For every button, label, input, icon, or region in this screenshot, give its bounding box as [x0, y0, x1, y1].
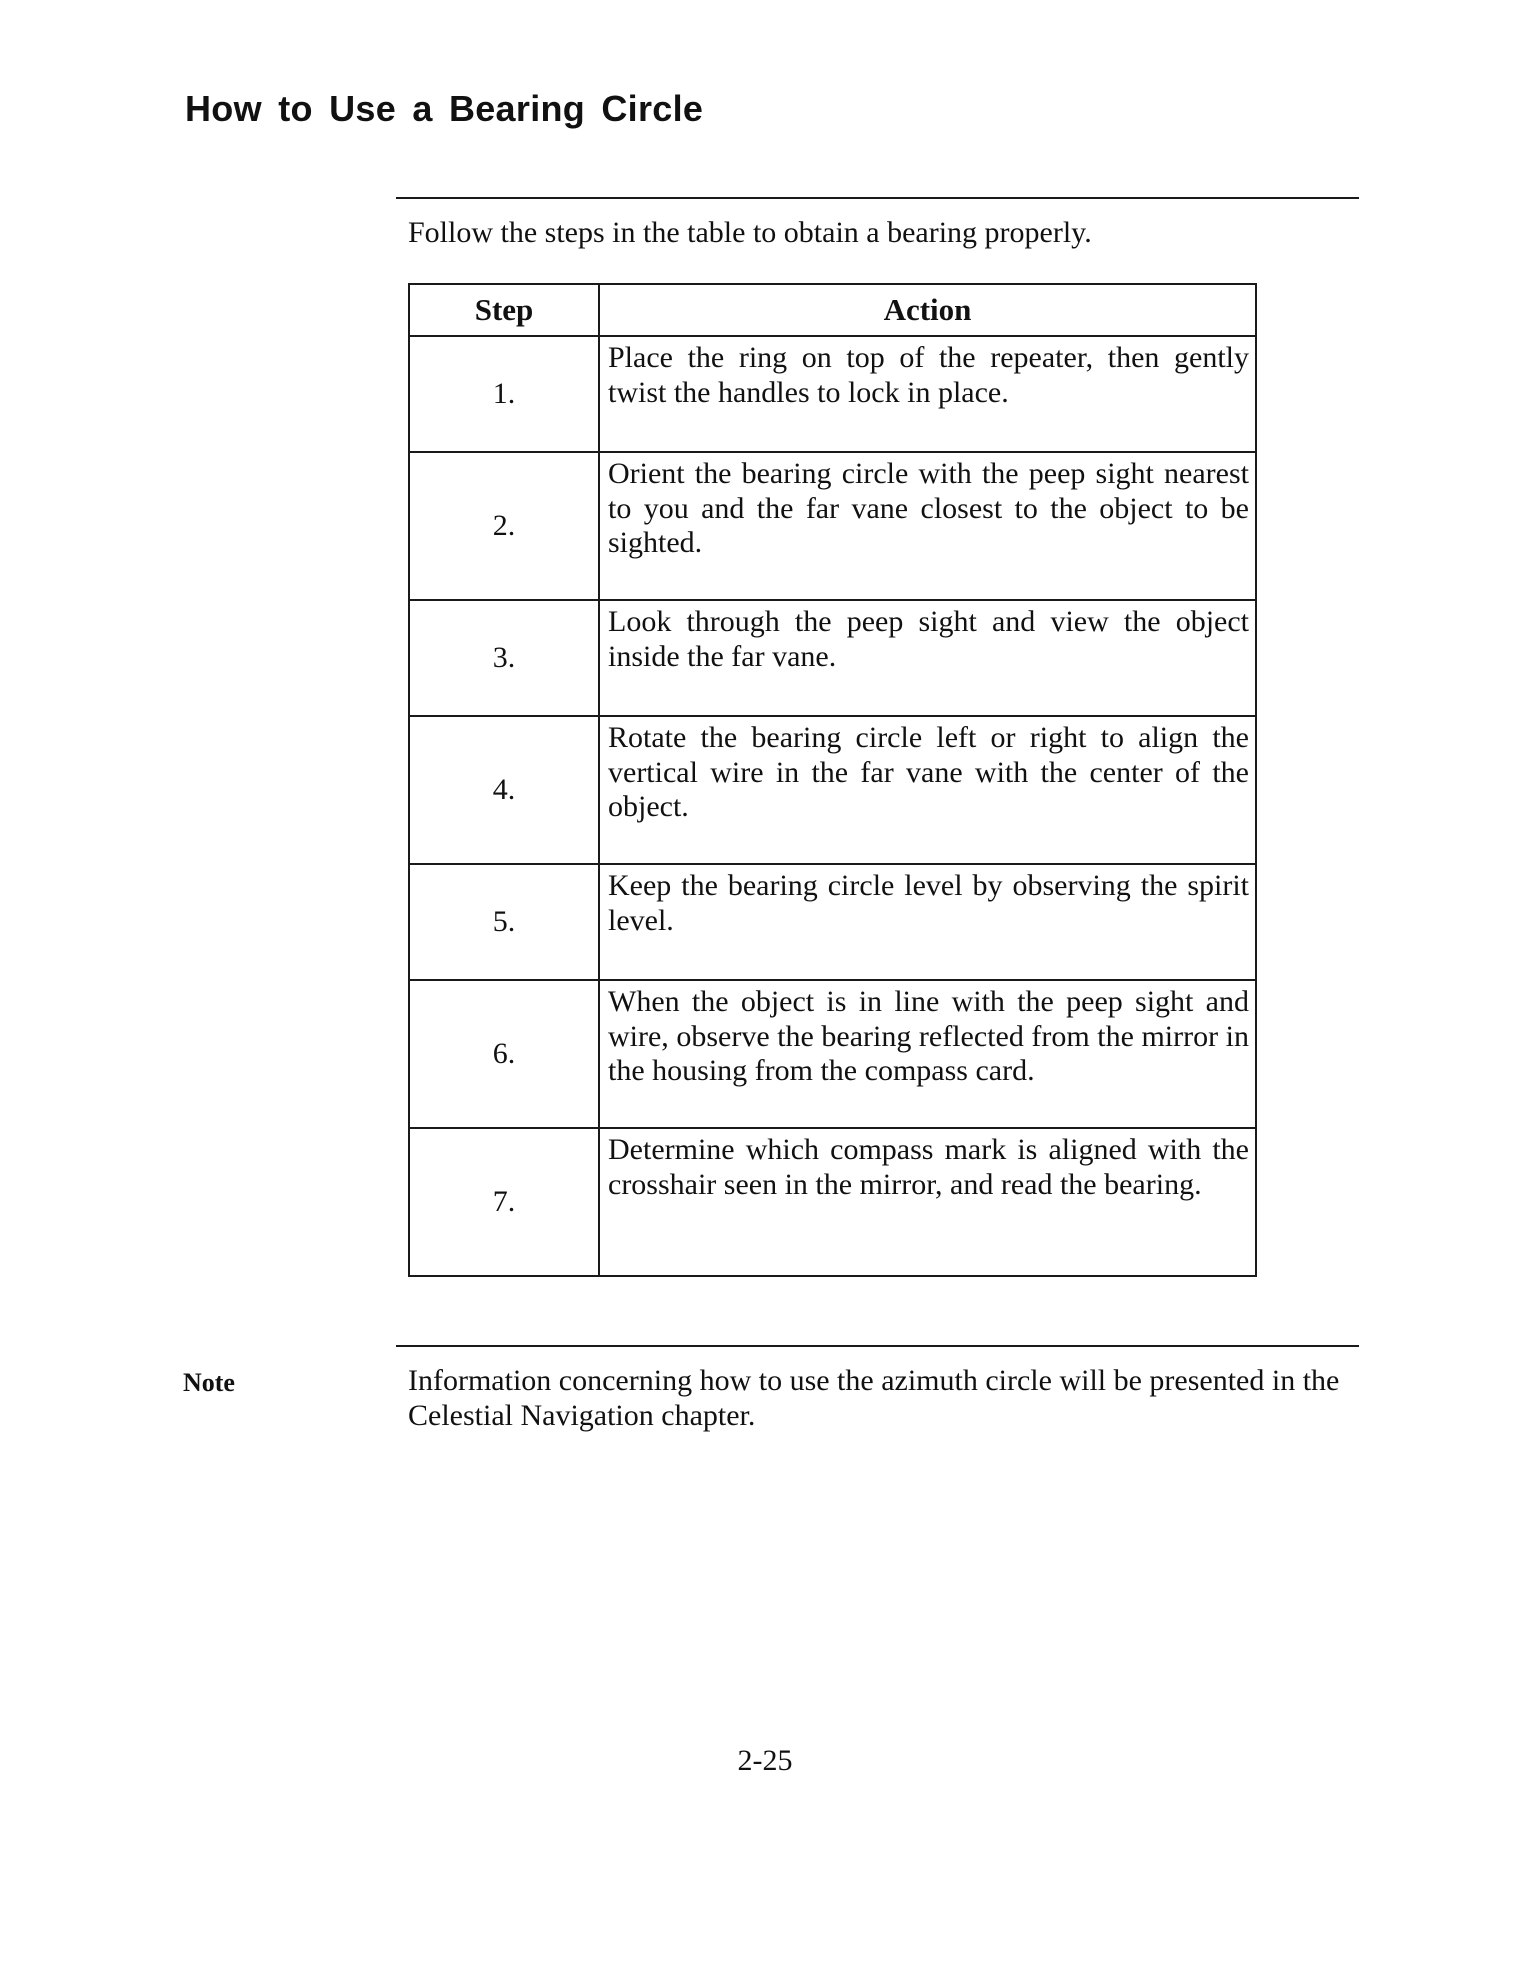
- step-number: 2.: [409, 452, 599, 600]
- step-number: 3.: [409, 600, 599, 716]
- step-action: Keep the bearing circle level by observing the spirit level.: [599, 864, 1256, 980]
- note-text: Information concerning how to use the azimuth circle will be presented in the Celestial Navigation chapter.: [408, 1364, 1340, 1432]
- step-action: Rotate the bearing circle left or right to align the vertical wire in the far vane with the center of the object.: [599, 716, 1256, 864]
- step-number: 7.: [409, 1128, 599, 1276]
- step-number: 1.: [409, 336, 599, 452]
- step-action: Look through the peep sight and view the object inside the far vane.: [599, 600, 1256, 716]
- table-header-row: [409, 284, 1256, 336]
- action-column-header: Action: [599, 284, 1256, 336]
- table-row: [409, 980, 1256, 1128]
- page-title: How to Use a Bearing Circle: [185, 88, 704, 129]
- step-number: 4.: [409, 716, 599, 864]
- step-number: 6.: [409, 980, 599, 1128]
- step-action: Orient the bearing circle with the peep sight nearest to you and the far vane closest to the object to be sighted.: [599, 452, 1256, 600]
- note-label: Note: [183, 1368, 235, 1397]
- table-row: [409, 600, 1256, 716]
- note-divider: [396, 1345, 1359, 1347]
- table-row: [409, 716, 1256, 864]
- section-divider: [396, 197, 1359, 199]
- step-action: Place the ring on top of the repeater, then gently twist the handles to lock in place.: [599, 336, 1256, 452]
- intro-text: Follow the steps in the table to obtain a bearing properly.: [408, 216, 1092, 249]
- step-action: Determine which compass mark is aligned with the crosshair seen in the mirror, and read the bearing.: [599, 1128, 1256, 1276]
- step-number: 5.: [409, 864, 599, 980]
- page-number: 2-25: [737, 1744, 793, 1777]
- table-row: [409, 1128, 1256, 1276]
- table-row: [409, 452, 1256, 600]
- step-column-header: Step: [409, 284, 599, 336]
- step-action: When the object is in line with the peep sight and wire, observe the bearing reflected from the mirror in the housing from the compass card.: [599, 980, 1256, 1128]
- table-row: [409, 336, 1256, 452]
- table-row: [409, 864, 1256, 980]
- steps-table: [408, 283, 1257, 1277]
